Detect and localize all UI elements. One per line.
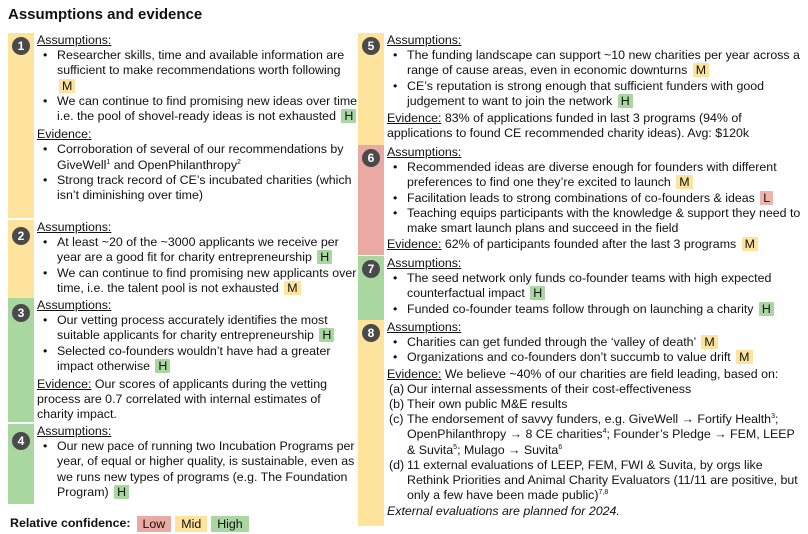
list-item (390, 206, 804, 236)
assumption-list (37, 235, 358, 296)
evidence-paragraph (387, 367, 804, 382)
confidence-tag-low: L (760, 191, 773, 205)
assumptions-heading: Assumptions: (387, 320, 462, 334)
item-text: Their own public M&E results (407, 397, 568, 412)
assumptions-heading: Assumptions: (37, 424, 112, 438)
list-item (390, 335, 804, 350)
block-3 (8, 298, 358, 422)
assumptions-heading: Assumptions: (387, 33, 462, 47)
list-item (390, 271, 804, 301)
footnote-ref: 6 (558, 443, 563, 451)
item-text: The seed network only funds co-founder teams with high expected counterfactual impact (407, 271, 772, 301)
number-badge: 7 (362, 260, 380, 278)
list-item (40, 344, 358, 374)
confidence-bar-mid (358, 33, 384, 145)
confidence-bar-low (358, 145, 384, 255)
item-text: Teaching equips participants with the knowledge & support they need to make smart launch plans and succeed in the field (407, 205, 801, 236)
item-label: (a) (389, 381, 405, 396)
list-item (390, 48, 804, 78)
item-label: (c) (389, 412, 404, 427)
evidence-text: Our scores of applicants during the vetting process are 0.7 correlated with internal estimates of charity impact. (37, 377, 327, 422)
confidence-tag-mid: M (736, 350, 752, 364)
list-item (390, 79, 804, 109)
assumptions-heading: Assumptions: (37, 33, 112, 47)
assumption-list (37, 439, 358, 500)
list-item (390, 350, 804, 365)
confidence-tag-mid: M (701, 335, 717, 349)
assumptions-heading: Assumptions: (37, 298, 112, 312)
assumption-list (387, 335, 804, 365)
evidence-heading: Evidence: (387, 237, 442, 252)
block-content (384, 33, 804, 145)
evidence-paragraph (387, 237, 804, 252)
evidence-paragraph (387, 111, 804, 141)
number-badge: 4 (12, 432, 30, 450)
assumptions-heading: Assumptions: (387, 145, 462, 159)
confidence-tag-mid: M (676, 175, 692, 189)
item-text: CE’s reputation is strong enough that sufficient funders with good judgement to want to join the network (407, 78, 765, 108)
block-content (34, 298, 358, 422)
item-label: (b) (389, 397, 405, 412)
list-item (40, 313, 358, 343)
assumptions-heading: Assumptions: (37, 220, 112, 234)
item-text: and OpenPhilanthropy (110, 157, 238, 172)
footnote-ref: 7,8 (598, 489, 609, 497)
block-2 (8, 220, 358, 298)
item-text: Our internal assessments of their cost-effectiveness (407, 381, 692, 396)
list-item (387, 397, 804, 412)
number-badge: 3 (12, 304, 30, 322)
block-content (384, 320, 804, 526)
confidence-tag-high: H (317, 250, 332, 264)
item-text: Our vetting process accurately identifies the most suitable applicants for charity entrepreneurship (57, 313, 328, 343)
evidence-heading: Evidence: (387, 111, 442, 126)
item-text: 11 external evaluations of LEEP, FEM, FWI & Suvita, by orgs like Rethink Priorities and Animal Charity Evaluators (11/11 are positive, but only a few have been made public) (407, 457, 798, 503)
item-text: Researcher skills, time and available information are sufficient to make recommendations worth following (57, 48, 345, 78)
block-content (34, 33, 358, 218)
assumption-list (37, 313, 358, 374)
legend-title: Relative confidence: (10, 516, 131, 531)
footnote-ref: 3 (771, 413, 775, 421)
item-text: Organizations and co-founders don’t succumb to value drift (407, 350, 731, 365)
item-text: Strong track record of CE’s incubated charities (which isn’t diminishing over time) (57, 172, 352, 203)
block-1 (8, 33, 358, 218)
legend-mid: Mid (175, 516, 207, 532)
block-7 (358, 256, 804, 320)
list-item (40, 94, 358, 124)
item-text: ; Founder’s Pledge → FEM, LEEP & Suvita (407, 427, 795, 457)
item-text: The endorsement of savvy funders, e.g. GiveWell → Fortify Health (407, 412, 772, 427)
confidence-bar-mid (358, 320, 384, 526)
evidence-text: 62% of participants founded after the last 3 programs (441, 237, 737, 252)
footnote-text: External evaluations are planned for 2024. (387, 504, 620, 519)
item-text: Funded co-founder teams follow through on launching a charity (407, 301, 754, 316)
confidence-bar-mid (8, 220, 34, 298)
block-5 (358, 33, 804, 145)
evidence-text: 83% of applications funded in last 3 programs (94% of applications to found CE recommended charity ideas). Avg: $120k (387, 111, 750, 141)
footnote-ref: 4 (602, 428, 607, 436)
block-6 (358, 145, 804, 255)
assumption-list (37, 48, 358, 124)
evidence-text: We believe ~40% of our charities are field leading, based on: (441, 366, 779, 381)
block-8 (358, 320, 804, 526)
evidence-heading: Evidence: (37, 127, 92, 142)
list-item (387, 458, 804, 504)
item-text: We can continue to find promising new ideas over time i.e. the pool of shovel-ready ideas is not exhausted (57, 93, 358, 124)
list-item (40, 48, 358, 94)
list-item (40, 439, 358, 500)
number-badge: 8 (362, 324, 380, 342)
item-text: Corroboration of several of our recommendations by GiveWell (57, 142, 344, 172)
assumption-list (387, 271, 804, 317)
legend-high: High (211, 516, 248, 532)
assumption-list (387, 48, 804, 109)
list-item (390, 160, 804, 190)
evidence-list (387, 382, 804, 504)
confidence-tag-mid: M (742, 237, 758, 251)
confidence-bar-high (358, 256, 384, 320)
list-item (40, 235, 358, 265)
item-label: (d) (389, 457, 405, 472)
footnote-ref: 2 (237, 158, 241, 166)
item-text: Recommended ideas are diverse enough for founders with different preferences to find one they’re excited to launch (407, 160, 777, 190)
confidence-tag-high: H (759, 302, 774, 316)
item-text: The funding landscape can support ~10 new charities per year across a range of cause areas, even in economic downturns (407, 48, 800, 78)
evidence-list (37, 142, 358, 203)
confidence-tag-high: H (530, 286, 545, 300)
assumption-list (387, 160, 804, 236)
list-item (390, 302, 804, 317)
block-content (384, 256, 804, 320)
assumptions-heading: Assumptions: (387, 256, 462, 270)
block-content (34, 220, 358, 298)
block-4 (8, 424, 358, 504)
evidence-paragraph (37, 377, 358, 423)
confidence-bar-mid (8, 33, 34, 218)
confidence-tag-high: H (618, 94, 633, 108)
confidence-tag-mid: M (59, 79, 75, 93)
footnote-ref: 5 (453, 443, 458, 451)
legend-low: Low (137, 516, 172, 532)
confidence-tag-high: H (155, 359, 170, 373)
item-text: ; Mulago → Suvita (457, 442, 559, 457)
confidence-tag-high: H (341, 109, 356, 123)
block-content (384, 145, 804, 255)
item-text: We can continue to find promising new applicants over time, i.e. the talent pool is not exhausted (57, 265, 357, 295)
item-text: Charities can get funded through the ‘valley of death’ (407, 335, 696, 350)
confidence-tag-high: H (319, 328, 334, 342)
item-text: Selected co-founders wouldn’t have had a greater impact otherwise (57, 343, 331, 373)
list-item (40, 142, 358, 172)
footnote-ref: 1 (106, 158, 111, 166)
list-item (40, 266, 358, 296)
evidence-heading: Evidence: (37, 377, 92, 392)
list-item (387, 382, 804, 397)
list-item (387, 412, 804, 458)
number-badge: 6 (362, 149, 380, 167)
item-text: ; OpenPhilanthropy → 8 CE charities (407, 412, 779, 442)
item-text: At least ~20 of the ~3000 applicants we receive per year are a good fit for charity entrepreneurship (57, 235, 339, 265)
number-badge: 5 (362, 37, 380, 55)
list-item (40, 173, 358, 203)
evidence-heading: Evidence: (387, 366, 442, 381)
block-content (34, 424, 358, 504)
confidence-legend (10, 516, 253, 532)
confidence-tag-high: H (114, 485, 129, 499)
page-title: Assumptions and evidence (8, 6, 203, 23)
item-text: Our new pace of running two Incubation Programs per year, of equal or higher quality, is sustainable, even as we runs new types of programs (e.g. The Foundation Program) (57, 439, 355, 499)
item-text: Facilitation leads to strong combinations of co-founders & ideas (407, 190, 755, 205)
confidence-tag-mid: M (284, 281, 300, 295)
confidence-bar-high (8, 298, 34, 422)
confidence-tag-mid: M (693, 63, 709, 77)
number-badge: 2 (12, 227, 30, 245)
confidence-bar-high (8, 424, 34, 504)
list-item (390, 191, 804, 206)
number-badge: 1 (12, 37, 30, 55)
